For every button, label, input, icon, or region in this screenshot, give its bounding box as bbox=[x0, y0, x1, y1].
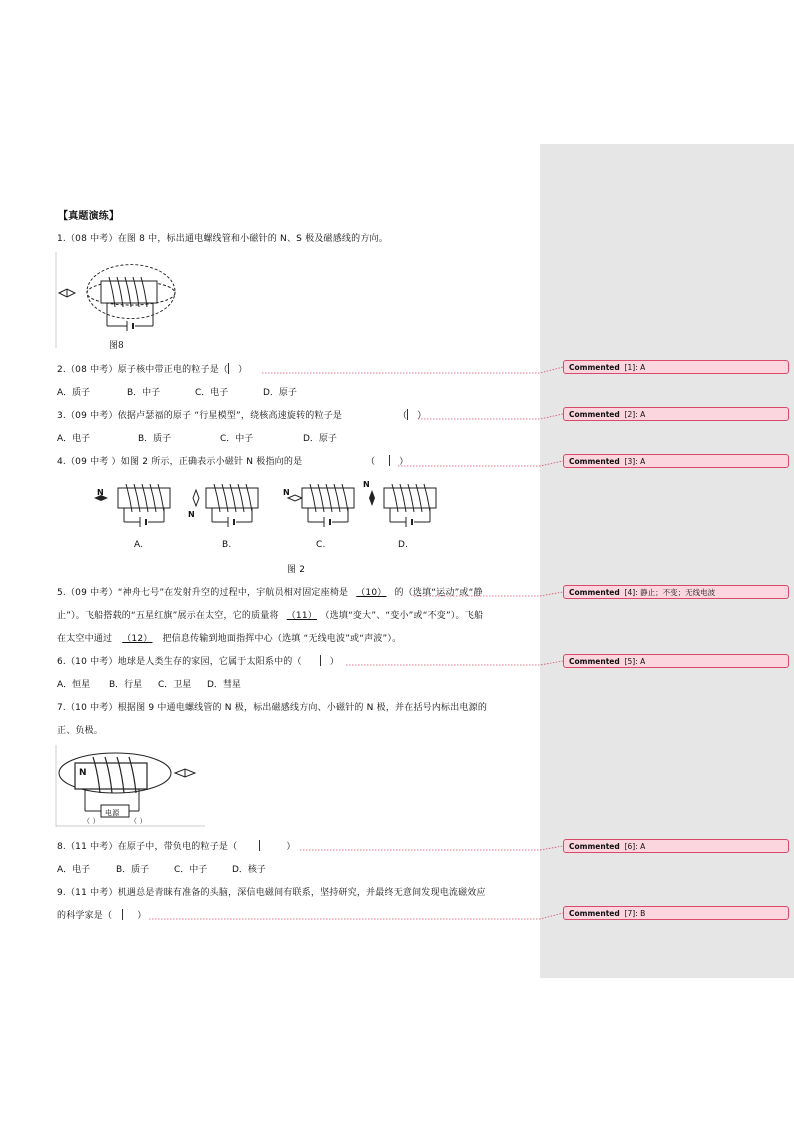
q3-option-b: B．质子 bbox=[138, 434, 172, 444]
question-5-line-1: 5.（09 中考）“神舟七号”在发射升空的过程中，宇航员相对固定座椅是 （10） 的（选填“运动”或“静 bbox=[57, 588, 483, 598]
q4-label-d: D. bbox=[398, 540, 409, 550]
q7-paren-left[interactable]: （ ） bbox=[83, 817, 100, 825]
q3-option-a: A．电子 bbox=[57, 434, 91, 444]
figure-8-solenoid bbox=[55, 252, 185, 348]
q2-option-c: C．电子 bbox=[195, 388, 229, 398]
comment-7[interactable]: Commented [7]: B bbox=[563, 906, 789, 920]
question-8-text: 8.（11 中考）在原子中，带负电的粒子是（ ） bbox=[57, 842, 296, 852]
question-7-line-1: 7.（10 中考）根据图 9 中通电螺线管的 N 极，标出磁感线方向、小磁针的 N 极，并在括号内标出电源的 bbox=[57, 703, 488, 713]
q8-option-c: C．中子 bbox=[174, 865, 208, 875]
question-5-line-3: 在太空中通过 （12） 把信息传输到地面指挥中心（选填 “无线电波”或“声波”）。 bbox=[57, 634, 402, 644]
q4-label-c: C. bbox=[316, 540, 326, 550]
comment-5[interactable]: Commented [5]: A bbox=[563, 654, 789, 668]
answer-cursor[interactable] bbox=[389, 455, 399, 466]
q2-option-d: D．原子 bbox=[263, 388, 297, 398]
question-3-answer: （ ） bbox=[398, 411, 427, 421]
answer-cursor[interactable] bbox=[122, 909, 137, 920]
answer-cursor[interactable] bbox=[320, 655, 330, 666]
q6-option-b: B．行星 bbox=[109, 680, 143, 690]
figure-2-compass-options bbox=[92, 478, 442, 538]
question-1-text: 1.（08 中考）在图 8 中，标出通电螺线管和小磁针的 N、S 极及磁感线的方向。 bbox=[57, 234, 388, 244]
blank-11[interactable]: （11） bbox=[286, 611, 317, 621]
comment-2[interactable]: Commented [2]: A bbox=[563, 407, 789, 421]
question-6-text: 6.（10 中考）地球是人类生存的家园，它属于太阳系中的（ ） bbox=[57, 657, 339, 667]
q4-label-a: A. bbox=[134, 540, 144, 550]
comment-3[interactable]: Commented [3]: A bbox=[563, 454, 789, 468]
question-7-line-2: 正、负极。 bbox=[57, 726, 104, 736]
answer-cursor[interactable] bbox=[259, 840, 286, 851]
q4-b-n-label: N bbox=[188, 510, 195, 519]
answer-cursor[interactable] bbox=[228, 363, 238, 374]
comment-1[interactable]: Commented [1]: A bbox=[563, 360, 789, 374]
question-9-line-2: 的科学家是（ ） bbox=[57, 911, 147, 921]
answer-cursor[interactable] bbox=[407, 409, 417, 420]
question-3-text: 3.（09 中考）依据卢瑟福的原子 “行星模型”，绕核高速旋转的粒子是 bbox=[57, 411, 343, 421]
question-5-line-2: 止”）。飞船搭载的“五星红旗”展示在太空，它的质量将 （11） （选填“变大”、“变小”或“不变”）。飞船 bbox=[57, 611, 484, 621]
q4-d-n-label: N bbox=[363, 480, 370, 489]
q8-option-b: B．质子 bbox=[116, 865, 150, 875]
question-4-answer: （ ） bbox=[366, 457, 409, 467]
q7-n-label: N bbox=[79, 768, 87, 778]
q2-option-b: B．中子 bbox=[127, 388, 161, 398]
q4-c-n-label: N bbox=[283, 488, 290, 497]
q6-option-a: A．恒星 bbox=[57, 680, 91, 690]
section-heading: 【真题演练】 bbox=[58, 211, 120, 222]
q3-option-c: C．中子 bbox=[220, 434, 254, 444]
blank-12[interactable]: （12） bbox=[122, 634, 153, 644]
question-9-line-1: 9.（11 中考）机遇总是青睐有准备的头脑，深信电磁间有联系，坚持研究，并最终无意间发现电流磁效应 bbox=[57, 888, 486, 898]
question-2-text: 2.（08 中考）原子核中带正电的粒子是（ ） bbox=[57, 365, 248, 375]
q8-option-a: A．电子 bbox=[57, 865, 91, 875]
q3-option-d: D．原子 bbox=[303, 434, 337, 444]
q2-option-a: A．质子 bbox=[57, 388, 91, 398]
q6-option-d: D．彗星 bbox=[207, 680, 241, 690]
figure-2-caption: 图 2 bbox=[287, 565, 306, 575]
comment-4[interactable]: Commented [4]: 静止；不变；无线电波 bbox=[563, 585, 789, 599]
figure-8-caption: 图8 bbox=[109, 341, 124, 351]
q8-option-d: D．核子 bbox=[232, 865, 266, 875]
q4-a-n-label: N bbox=[97, 488, 104, 497]
blank-10[interactable]: （10） bbox=[356, 588, 387, 598]
q4-label-b: B. bbox=[222, 540, 232, 550]
q7-paren-right[interactable]: （ ） bbox=[130, 817, 147, 825]
q7-power-label: 电源 bbox=[105, 809, 120, 817]
comment-6[interactable]: Commented [6]: A bbox=[563, 839, 789, 853]
q6-option-c: C．卫星 bbox=[158, 680, 192, 690]
figure-9-solenoid bbox=[55, 745, 215, 827]
question-4-text: 4.（09 中考 ）如图 2 所示，正确表示小磁针 N 极指向的是 bbox=[57, 457, 303, 467]
